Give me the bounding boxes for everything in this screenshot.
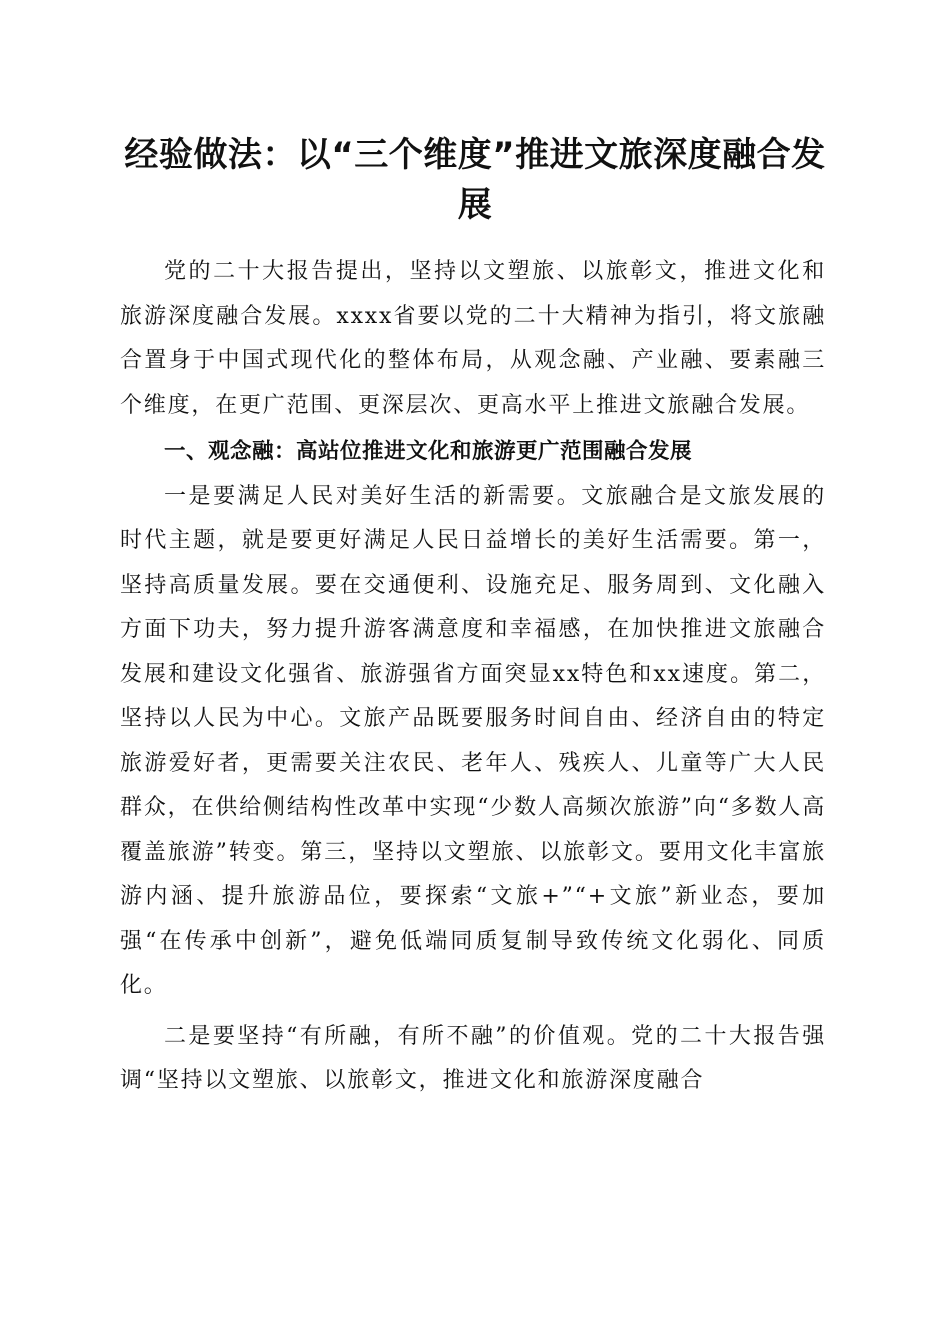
section-1-paragraph-2: 二是要坚持“有所融，有所不融”的价值观。党的二十大报告强调“坚持以文塑旅、以旅彰文，推进文化和旅游深度融合: [120, 1023, 826, 1093]
document-title: 经验做法：以“三个维度”推进文旅深度融合发展: [124, 135, 826, 225]
section-1-paragraph-1: 一是要满足人民对美好生活的新需要。文旅融合是文旅发展的时代主题，就是要更好满足人民日益增长的美好生活需要。第一，坚持高质量发展。要在交通便利、设施充足、服务周到、文化融入方面下功夫，努力提升游客满意度和幸福感，在加快推进文旅融合发展和建设文化强省、旅游强省方面突显xx特色和xx速度。第二，坚持以人民为中心。文旅产品既要服务时间自由、经济自由的特定旅游爱好者，更需要关注农民、老年人、残疾人、儿童等广大人民群众，在供给侧结构性改革中实现“少数人高频次旅游”向“多数人高覆盖旅游”转变。第三，坚持以文塑旅、以旅彰文。要用文化丰富旅游内涵、提升旅游品位，要探索“文旅+”“+文旅”新业态，要加强“在传承中创新”，避免低端同质复制导致传统文化弱化、同质化。: [120, 483, 826, 998]
document-body: [120, 250, 826, 1104]
intro-paragraph: 党的二十大报告提出，坚持以文塑旅、以旅彰文，推进文化和旅游深度融合发展。xxxx省要以党的二十大精神为指引，将文旅融合置身于中国式现代化的整体布局，从观念融、产业融、要素融三个维度，在更广范围、更深层次、更高水平上推进文旅融合发展。: [120, 259, 826, 418]
section-1-heading: 一、观念融：高站位推进文化和旅游更广范围融合发展: [164, 439, 693, 464]
